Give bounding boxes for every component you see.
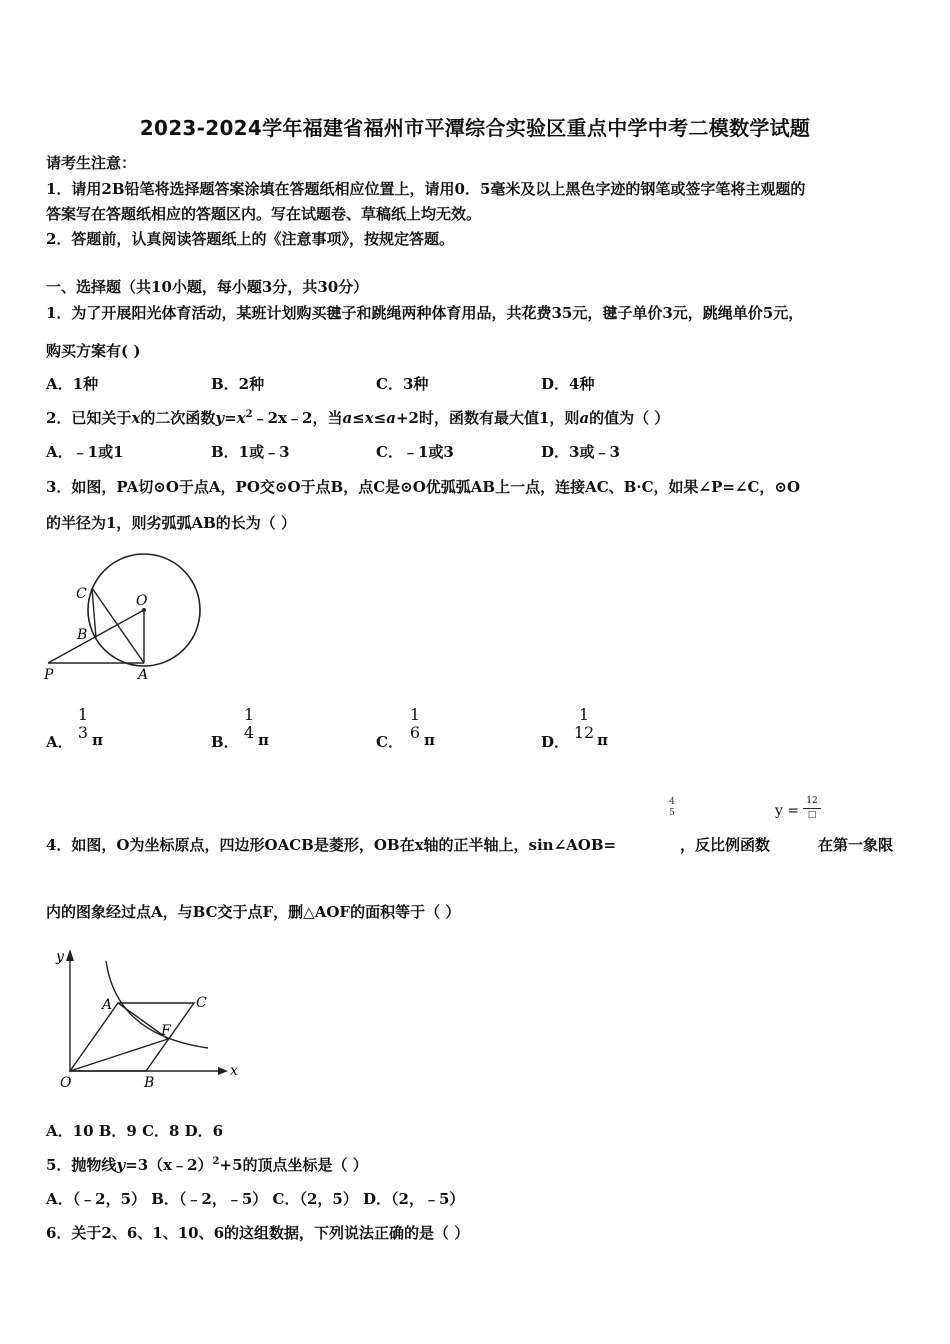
q3-b-num: 1 [243, 705, 255, 724]
q3-option-b-letter: B． [211, 733, 239, 751]
q3-b-den: 4 [243, 723, 255, 742]
q2-mid2: ﹣2x﹣2，当 [252, 409, 343, 427]
q3-option-d-letter: D． [541, 733, 570, 751]
label-o: O [136, 593, 148, 609]
label-a: A [102, 997, 113, 1013]
q2-option-b: B．1或﹣3 [211, 443, 290, 461]
label-b: B [77, 627, 88, 643]
q5-suffix: +5的顶点坐标是（ ） [219, 1156, 368, 1174]
notice-line-3: 2．答题前，认真阅读答题纸上的《注意事项》，按规定答题。 [46, 230, 454, 248]
q5-prefix: 5．抛物线 [46, 1156, 117, 1174]
q3-a-den: 3 [77, 723, 89, 742]
q5-exponent: 2 [212, 1156, 220, 1167]
q3-d-den: 12 [573, 723, 595, 742]
q3-option-a-fraction [74, 706, 92, 742]
q6-stem: 6．关于2、6、1、10、6的这组数据，下列说法正确的是（ ） [46, 1224, 470, 1242]
q2-mid1: 的二次函数 [140, 409, 216, 427]
q2-exponent: 2 [245, 409, 253, 420]
notice-line-1: 1．请用2B铅笔将选择题答案涂填在答题纸相应位置上，请用0．5毫米及以上黑色字迹的钢笔或签字笔将主观题的 [46, 180, 806, 198]
label-p: P [44, 667, 54, 683]
q1-stem-line-2: 购买方案有( ) [46, 342, 141, 360]
label-f: F [161, 1023, 171, 1039]
label-x: x [230, 1063, 238, 1079]
label-c: C [76, 586, 87, 602]
q2-var-x: x [131, 409, 141, 427]
q2-mid3: +2时，函数有最大值1，则 [395, 409, 580, 427]
q3-c-num: 1 [409, 705, 421, 724]
q5-mid: =3（x﹣2） [125, 1156, 213, 1174]
q3-option-b-fraction [240, 706, 258, 742]
q4-stem-part-1: 4．如图，O为坐标原点，四边形OACB是菱形，OB在x轴的正半轴上，sin∠AOB= [46, 836, 617, 854]
q3-circle-figure [40, 548, 210, 688]
q4-stem-line-2: 内的图象经过点A，与BC交于点F，删△AOF的面积等于（ ） [46, 903, 461, 921]
page-title: 2023-2024学年福建省福州市平潭综合实验区重点中学中考二模数学试题 [139, 116, 811, 140]
q3-option-d-fraction [572, 706, 596, 742]
q3-option-d-pi: π [597, 731, 608, 749]
q5-options: A．（﹣2，5） B．（﹣2，﹣5） C．（2，5） D．（2，﹣5） [46, 1190, 465, 1208]
q4-func-label: y = [775, 803, 800, 819]
q3-option-c-pi: π [424, 731, 435, 749]
q3-option-a-pi: π [92, 731, 103, 749]
q3-d-num: 1 [578, 705, 590, 724]
q3-option-c-letter: C． [376, 733, 403, 751]
q4-func-den: □ [807, 810, 817, 820]
segment-of [70, 1039, 168, 1071]
q3-stem-line-1: 3．如图，PA切⊙O于点A，PO交⊙O于点B，点C是⊙O优弧弧AB上一点，连接AC、B·C，如果∠P=∠C，⊙O [46, 478, 801, 496]
notice-heading: 请考生注意： [46, 154, 137, 172]
q3-a-num: 1 [77, 705, 89, 724]
q4-stem-part-2: ，反比例函数 [680, 836, 771, 854]
q2-option-a: A．﹣1或1 [46, 443, 124, 461]
q3-option-a-letter: A． [46, 733, 73, 751]
q1-option-a: A．1种 [46, 375, 99, 393]
label-b: B [144, 1075, 155, 1091]
q4-func-fraction [803, 796, 821, 821]
q2-var-a: a [579, 409, 590, 427]
q2-func: y=x [215, 409, 246, 427]
q4-sin-fraction [666, 797, 678, 819]
q2-option-c: C．﹣1或3 [376, 443, 454, 461]
q1-option-d: D．4种 [541, 375, 595, 393]
q3-c-den: 6 [409, 723, 421, 742]
q2-prefix: 2．已知关于 [46, 409, 132, 427]
q4-sin-den: 5 [669, 808, 675, 818]
q1-option-c: C．3种 [376, 375, 429, 393]
q4-stem-part-3: 在第一象限 [818, 836, 894, 854]
q2-option-d: D．3或﹣3 [541, 443, 620, 461]
q5-func: y [116, 1156, 126, 1174]
q4-func-bar [803, 808, 821, 809]
label-c: C [196, 995, 207, 1011]
notice-line-2: 答案写在答题纸相应的答题区内。写在试题卷、草稿纸上均无效。 [46, 205, 482, 223]
q3-option-c-fraction [406, 706, 424, 742]
q5-stem [46, 1154, 368, 1175]
y-axis-arrow [66, 949, 74, 961]
q4-sin-num: 4 [669, 797, 675, 807]
section-heading: 一、选择题（共10小题，每小题3分，共30分） [46, 278, 369, 296]
q4-func-num: 12 [806, 796, 818, 806]
label-a: A [138, 667, 149, 683]
q1-stem-line-1: 1．为了开展阳光体育活动，某班计划购买毽子和跳绳两种体育用品，共花费35元，毽子单价3元，跳绳单价5元， [46, 304, 804, 322]
q2-suffix: 的值为（ ） [589, 409, 670, 427]
label-o: O [60, 1075, 72, 1091]
label-y: y [56, 949, 64, 965]
q4-rhombus-figure [48, 943, 238, 1093]
x-axis-arrow [218, 1067, 228, 1075]
q4-options: A．10 B．9 C．8 D．6 [46, 1122, 224, 1140]
q2-condition: a≤x≤a [342, 409, 396, 427]
q3-stem-line-2: 的半径为1，则劣弧弧AB的长为（ ） [46, 514, 296, 532]
q2-stem [46, 407, 669, 428]
q3-option-b-pi: π [258, 731, 269, 749]
q1-option-b: B．2种 [211, 375, 265, 393]
